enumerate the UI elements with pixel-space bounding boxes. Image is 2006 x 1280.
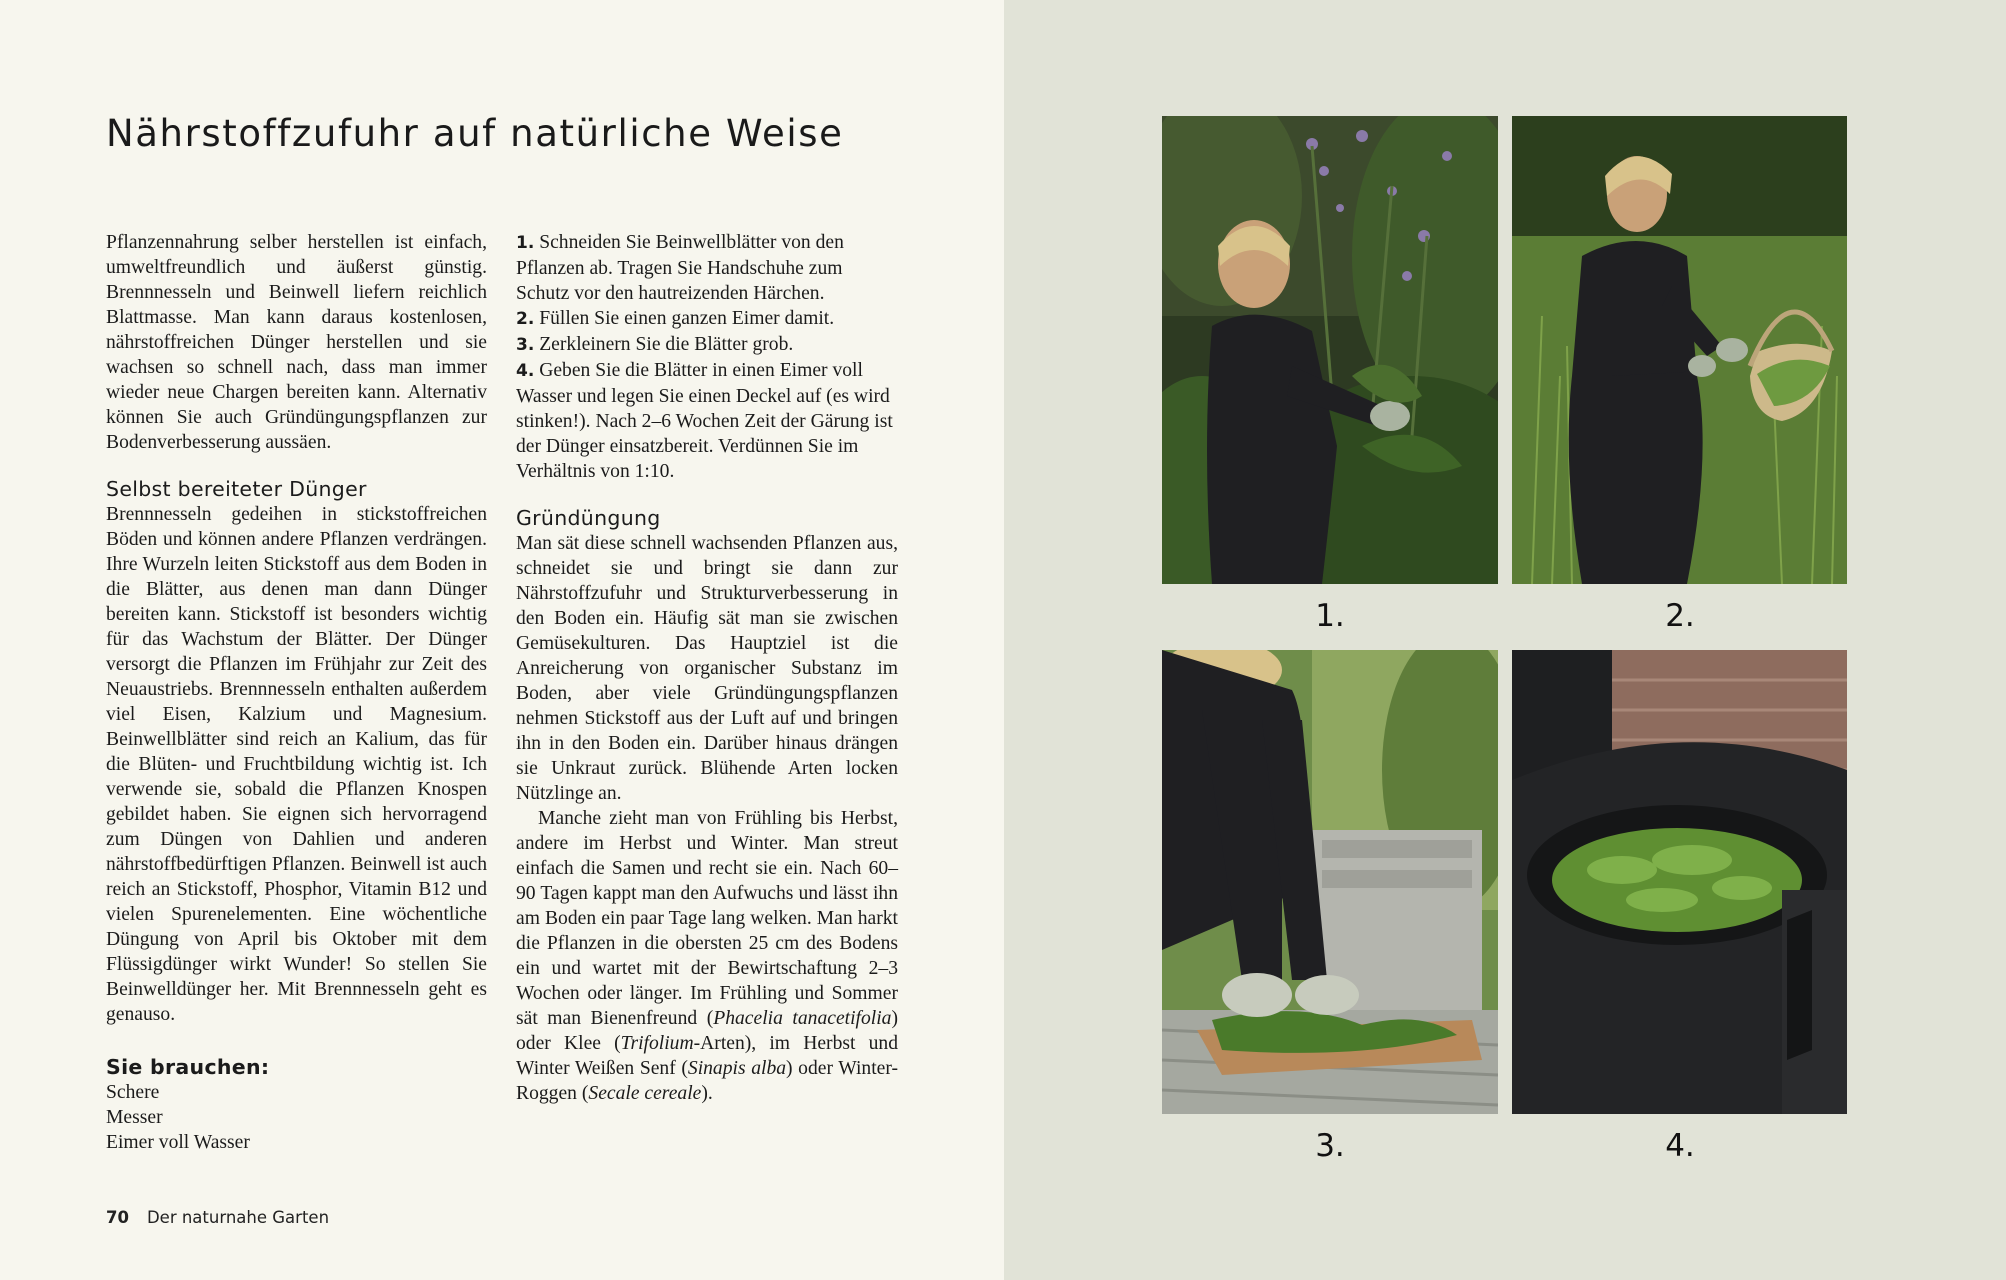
- page-number: 70: [106, 1208, 129, 1227]
- photo-1-cutting-leaves: [1162, 116, 1498, 584]
- needs-item: Eimer voll Wasser: [106, 1132, 250, 1153]
- needs-item: Messer: [106, 1107, 163, 1128]
- left-column: [106, 230, 487, 1155]
- middle-column: [516, 230, 898, 1106]
- step-1: 1. Schneiden Sie Beinwellblätter von den Pflanzen ab. Tragen Sie Handschuhe zum Schutz vor den hautreizenden Härchen.: [516, 232, 844, 304]
- gruenduengung-paragraph-2: Manche zieht man von Frühling bis Herbst, andere im Herbst und Winter. Man streut einfach die Samen und recht sie ein. Nach 60–90 Tagen kappt man den Aufwuchs und lässt ihn am Boden ein paar Tage lang welken. Man harkt die Pflanzen in die obersten 25 cm des Bodens ein und wartet mit der Bewirtschaftung 2–3 Wochen oder länger. Im Frühling und Sommer sät man Bienenfreund (Phacelia tanacetifolia) oder Klee (Trifolium-Arten), im Herbst und Winter Weißen Senf (Sinapis alba) oder Winter-Roggen (Secale cereale).: [516, 808, 898, 1104]
- step-3: 3. Zerkleinern Sie die Blätter grob.: [516, 334, 794, 355]
- caption-2: 2.: [1665, 598, 1695, 634]
- chapter-name: Der naturnahe Garten: [146, 1208, 330, 1227]
- page-title: Nährstoffzufuhr auf natürliche Weise: [106, 112, 844, 155]
- right-page: [1004, 0, 2006, 1280]
- needs-item: Schere: [106, 1082, 160, 1103]
- needs-heading: Sie brauchen:: [106, 1055, 270, 1079]
- gruenduengung-paragraph-1: Man sät diese schnell wachsenden Pflanzen aus, schneidet sie und bringt sie dann zur Nährstoffzufuhr und Strukturverbesserung in den Boden ein. Häufig sät man sie zwischen Gemüsekulturen. Das Hauptziel ist die Anreicherung von organischer Substanz im Boden, aber viele Gründüngungspflanzen nehmen Stickstoff aus der Luft auf und bringen ihn in den Boden ein. Darüber hinaus drängen sie Unkraut zurück. Blühende Arten locken Nützlinge an.: [516, 533, 898, 804]
- intro-paragraph: Pflanzennahrung selber herstellen ist einfach, umweltfreundlich und äußerst günstig. Brennnesseln und Beinwell liefern reichlich Blattmasse. Man kann daraus kostenlosen, nährstoffreichen Dünger herstellen und sie wachsen so schnell nach, dass man immer wieder neue Chargen bereiten kann. Alternativ können Sie auch Gründüngungspflanzen zur Bodenverbesserung aussäen.: [106, 232, 487, 453]
- step-2: 2. Füllen Sie einen ganzen Eimer damit.: [516, 308, 835, 329]
- page-footer: [106, 1208, 329, 1227]
- duenger-paragraph: Brennnesseln gedeihen in stickstoffreichen Böden und können andere Pflanzen verdrängen. Ihre Wurzeln leiten Stickstoff aus dem Boden in die Blätter, aus denen man dann Dünger bereiten kann. Stickstoff ist besonders wichtig für das Wachstum der Blätter. Der Dünger versorgt die Pflanzen im Frühjahr zur Zeit des Neuaustriebs. Brennnesseln enthalten außerdem viel Eisen, Kalzium und Magnesium. Beinwellblätter sind reich an Kalium, das für die Blüten- und Fruchtbildung wichtig ist. Ich verwende sie, sobald die Pflanzen Knospen gebildet haben. Sie eignen sich hervorragend zum Düngen von Dahlien und anderen nährstoffbedürftigen Pflanzen. Beinwell ist auch reich an Stickstoff, Phosphor, Vitamin B12 und vielen Spurenelementen. Eine wöchentliche Düngung von April bis Oktober mit dem Flüssigdünger wirkt Wunder! So stellen Sie Beinwelldünger her. Mit Brennnesseln geht es genauso.: [106, 504, 487, 1025]
- needs-list: [106, 1080, 487, 1155]
- photo-3-chopping-leaves: [1162, 650, 1498, 1114]
- section-heading-duenger: Selbst bereiteter Dünger: [106, 477, 367, 501]
- photo-4-bucket-of-leaves: [1512, 650, 1847, 1114]
- step-4: 4. Geben Sie die Blätter in einen Eimer voll Wasser und legen Sie einen Deckel auf (es wird stinken!). Nach 2–6 Wochen Zeit der Gärung ist der Dünger einsatzbereit. Verdünnen Sie im Verhältnis von 1:10.: [516, 360, 893, 482]
- caption-3: 3.: [1315, 1128, 1345, 1164]
- caption-4: 4.: [1665, 1128, 1695, 1164]
- photo-2-basket-in-meadow: [1512, 116, 1847, 584]
- section-heading-gruenduengung: Gründüngung: [516, 506, 661, 530]
- caption-1: 1.: [1315, 598, 1345, 634]
